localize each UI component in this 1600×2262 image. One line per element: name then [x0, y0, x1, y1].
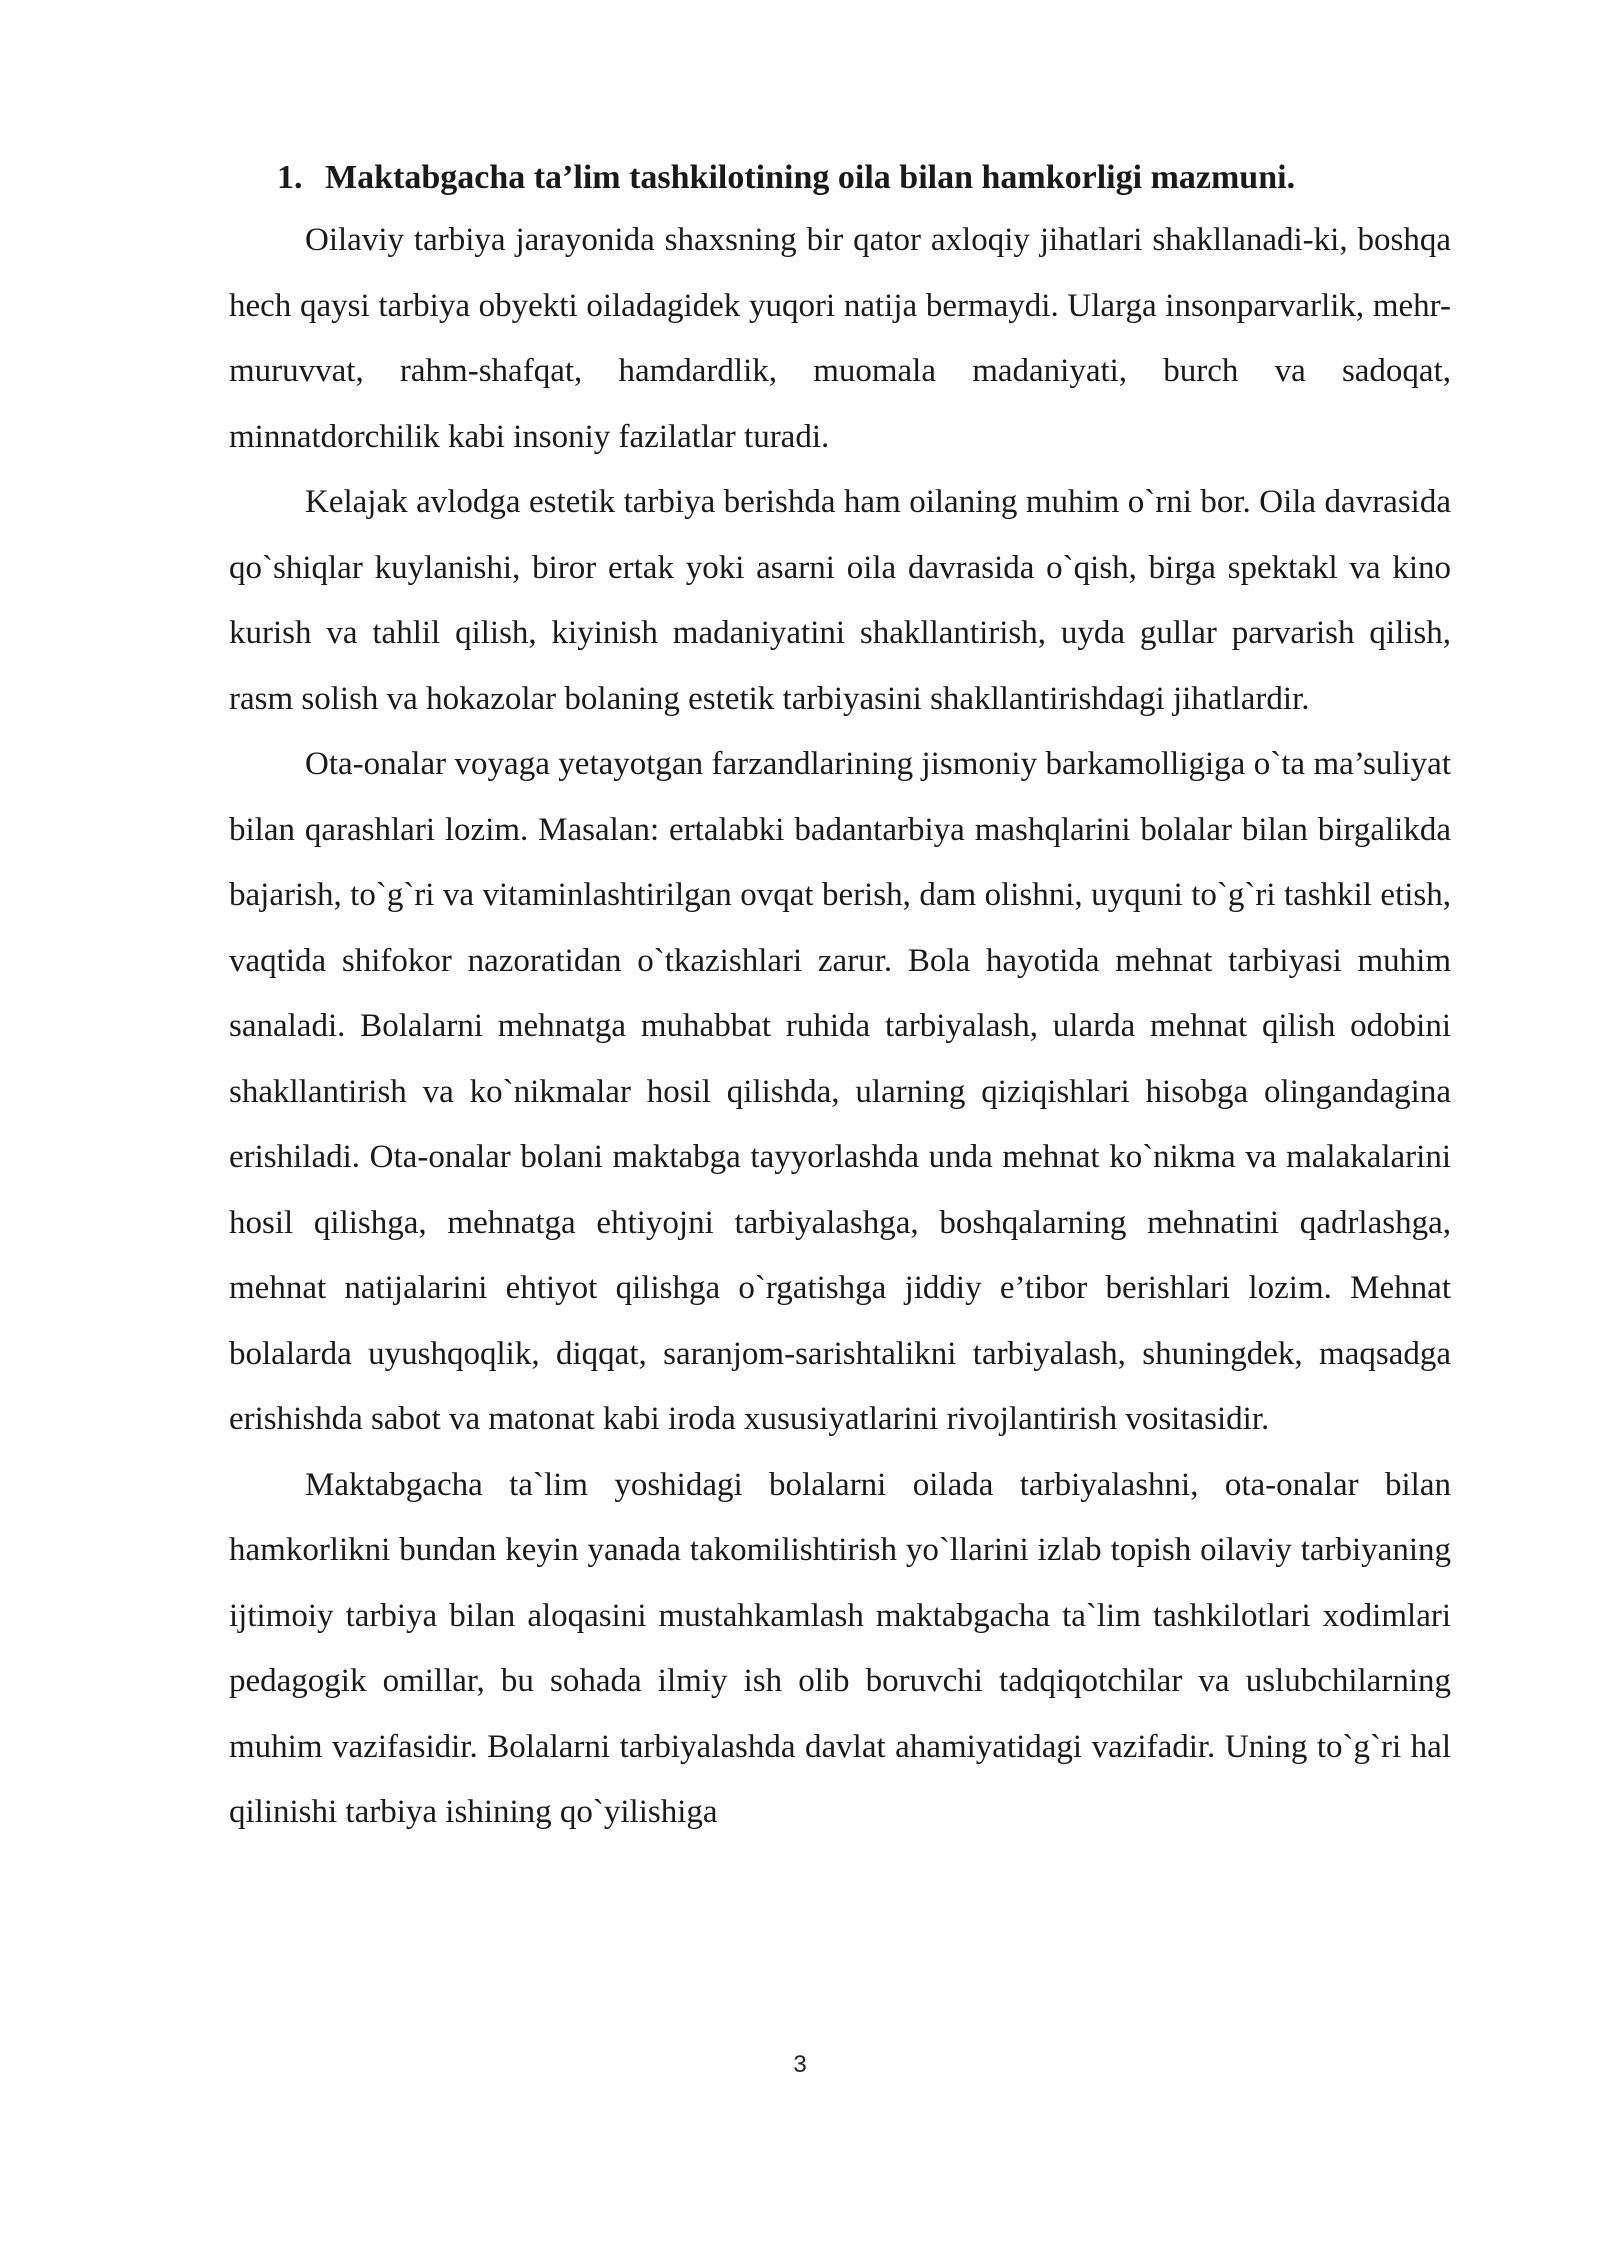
- paragraph-2: Kelajak avlodga estetik tarbiya berishda ham oilaning muhim o`rni bor. Oila davrasida qo`shiqlar kuylanishi, biror ertak yoki asarni oila davrasida o`qish, birga spektakl va kino kurish va tahlil qilish, kiyinish madaniyatini shakllantirish, uyda gullar parvarish qilish, rasm solish va hokazolar bolaning estetik tarbiyasini shakllantirishdagi jihatlardir.: [229, 484, 1451, 717]
- paragraph-4: Maktabgacha ta`lim yoshidagi bolalarni oilada tarbiyalashni, ota-onalar bilan hamkorlikni bundan keyin yanada takomilishtirish yo`llarini izlab topish oilaviy tarbiyaning ijtimoiy tarbiya bilan aloqasini mustahkamlash maktabgacha ta`lim tashkilotlari xodimlari pedagogik omillar, bu sohada ilmiy ish olib boruvchi tadqiqotchilar va uslubchilarning muhim vazifasidir. Bolalarni tarbiyalashda davlat ahamiyatidagi vazifadir. Uning to`g`ri hal qilinishi tarbiya ishining qo`yilishiga: [229, 1466, 1451, 1830]
- paragraph-1: Oilaviy tarbiya jarayonida shaxsning bir qator axloqiy jihatlari shakllanadi-ki, boshqa hech qaysi tarbiya obyekti oiladagidek yuqori natija bermaydi. Ularga insonparvarlik, mehr-muruvvat, rahm-shafqat, hamdardlik, muomala madaniyati, burch va sadoqat, minnatdorchilik kabi insoniy fazilatlar turadi.: [229, 222, 1451, 455]
- section-title: Maktabgacha ta’lim tashkilotining oila bilan hamkorligi mazmuni.: [325, 159, 1296, 196]
- section-number: 1.: [277, 159, 303, 196]
- page-number: 3: [793, 2051, 807, 2078]
- page-body: [229, 148, 1451, 1846]
- section-heading: [229, 148, 1451, 208]
- paragraph-3: Ota-onalar voyaga yetayotgan farzandlarining jismoniy barkamolligiga o`ta ma’suliyat bilan qarashlari lozim. Masalan: ertalabki badantarbiya mashqlarini bolalar bilan birgalikda bajarish, to`g`ri va vitaminlashtirilgan ovqat berish, dam olishni, uyquni to`g`ri tashkil etish, vaqtida shifokor nazoratidan o`tkazishlari zarur. Bola hayotida mehnat tarbiyasi muhim sanaladi. Bolalarni mehnatga muhabbat ruhida tarbiyalash, ularda mehnat qilish odobini shakllantirish va ko`nikmalar hosil qilishda, ularning qiziqishlari hisobga olingandagina erishiladi. Ota-onalar bolani maktabga tayyorlashda unda mehnat ko`nikma va malakalarini hosil qilishga, mehnatga ehtiyojni tarbiyalashga, boshqalarning mehnatini qadrlashga, mehnat natijalarini ehtiyot qilishga o`rgatishga jiddiy e’tibor berishlari lozim. Mehnat bolalarda uyushqoqlik, diqqat, saranjom-sarishtalikni tarbiyalash, shuningdek, maqsadga erishishda sabot va matonat kabi iroda xususiyatlarini rivojlantirish vositasidir.: [229, 746, 1451, 1437]
